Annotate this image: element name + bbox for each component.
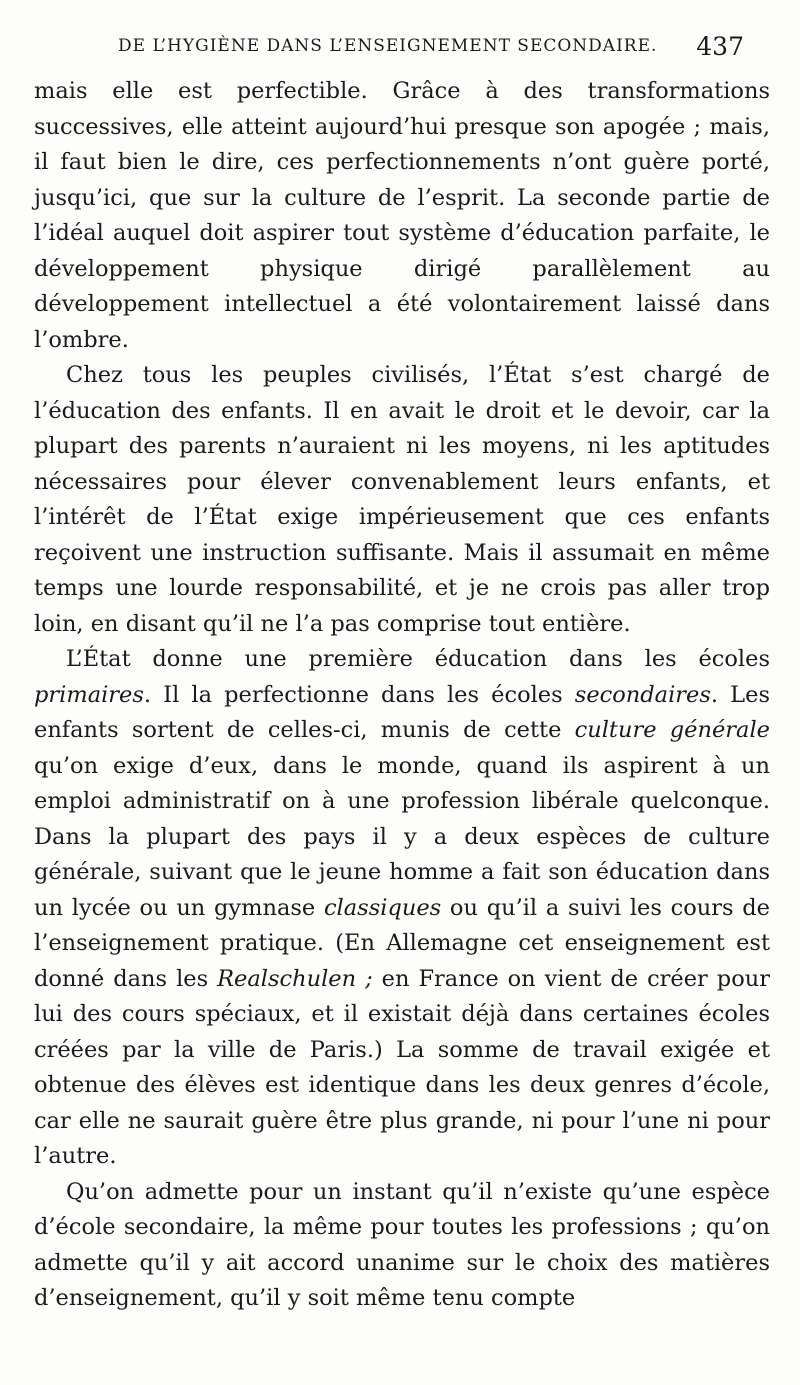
- italic-text: secondaires: [574, 681, 711, 708]
- text-run: Chez tous les peuples civilisés, l’État s’est chargé de l’éducation des enfants. Il en avait le droit et le devoir, car la plupart des parents n’auraient ni les moyens, ni les aptitudes nécessaires pour élever convenablement leurs enfants, et l’intérêt de l’État exige impérieusement que ces enfants reçoivent une instruction suffisante. Mais il assumait en même temps une lourde responsabilité, et je ne crois pas aller trop loin, en disant qu’il ne l’a pas comprise tout entière.: [34, 362, 770, 637]
- text-run: Qu’on admette pour un instant qu’il n’existe qu’une espèce d’école secondaire, la même pour toutes les professions ; qu’on admette qu’il y ait accord unanime sur le choix des matières d’enseignement, qu’il y soit même tenu compte: [34, 1178, 770, 1311]
- italic-text: primaires: [34, 681, 144, 708]
- text-run: . Les enfants sortent de celles-ci, munis de cette: [34, 681, 770, 743]
- text-run: L’État donne une première éducation dans les écoles: [66, 646, 770, 672]
- paragraph-2: [34, 358, 770, 642]
- page-number: 437: [696, 32, 744, 61]
- italic-text: classiques: [323, 894, 442, 921]
- text-run: en France on vient de créer pour lui des cours spéciaux, et il existait déjà dans certaines écoles créées par la ville de Paris.) La somme de travail exigée et obtenue des élèves est identique dans les deux genres d’école, car elle ne saurait guère être plus grande, ni pour l’une ni pour l’autre.: [34, 965, 770, 1169]
- body-text: [34, 74, 770, 1317]
- running-head: DE L’HYGIÈNE DANS L’ENSEIGNEMENT SECONDAIRE.: [118, 36, 658, 56]
- italic-text: Realschulen ;: [217, 965, 373, 992]
- paragraph-4: [34, 1175, 770, 1317]
- text-run: ou qu’il a suivi les cours de l’enseignement pratique. (En Allemagne cet enseignement est donné dans les: [34, 894, 770, 992]
- paragraph-3: [34, 642, 770, 1175]
- italic-text: culture générale: [574, 717, 770, 743]
- text-run: . Il la perfectionne dans les écoles: [143, 681, 575, 708]
- text-run: mais elle est perfectible. Grâce à des transformations successives, elle atteint aujourd’hui presque son apogée ; mais, il faut bien le dire, ces perfectionnements n’ont guère porté, jusqu’ici, que sur la culture de l’esprit. La seconde partie de l’idéal auquel doit aspirer tout système d’éducation parfaite, le développement physique dirigé parallèlement au développement intellectuel a été volontairement laissé dans l’ombre.: [34, 78, 770, 353]
- text-run: qu’on exige d’eux, dans le monde, quand ils aspirent à un emploi administratif on à une profession libérale quelconque. Dans la plupart des pays il y a deux espèces de culture générale, suivant que le jeune homme a fait son éducation dans un lycée ou un gymnase: [34, 752, 770, 921]
- paragraph-1: [34, 74, 770, 358]
- page-header: [118, 32, 768, 70]
